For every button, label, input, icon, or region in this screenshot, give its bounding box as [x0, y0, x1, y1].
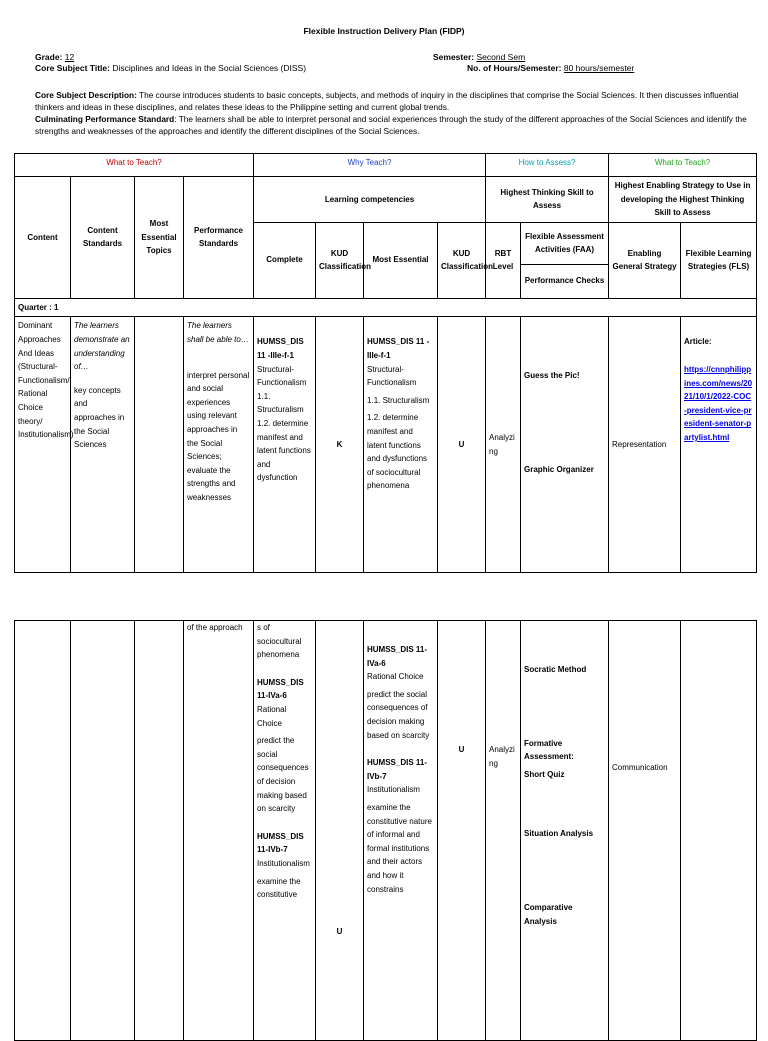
header-content: Content: [15, 177, 71, 299]
faa-guess-pic: Guess the Pic!: [524, 371, 580, 381]
comp-examine: examine the constitutive: [257, 876, 301, 900]
faa-formative: Formative Assessment:: [524, 738, 574, 762]
fidp-table-page1: [14, 153, 757, 573]
me-code-2: HUMSS_DIS 11-IVa-6: [367, 645, 428, 668]
subject-line: [35, 63, 306, 74]
cell-kud-1: K: [316, 317, 364, 573]
comp-code-3: HUMSS_DIS 11-IVb-7: [257, 831, 304, 855]
header-kud-1: KUD Classification: [316, 222, 364, 298]
me-institutionalism: Institutionalism: [367, 785, 420, 795]
header-content-standards: Content Standards: [71, 177, 135, 299]
cell-enabling-strategy: Representation: [609, 317, 681, 573]
comp-structural: Structural-Functionalism: [257, 364, 307, 388]
me-structural: Structural-Functionalism: [367, 364, 417, 388]
group-why-teach: Why Teach?: [254, 154, 486, 177]
cell-rbt: Analyzing: [486, 317, 521, 573]
faa-situation: Situation Analysis: [524, 829, 594, 839]
cps-text: : The learners shall be able to interpret personal and social experiences through the study of the different approaches of the Social Sciences and identify the strengths and weaknesses of the approaches and identify the different disciplines of the Social Sciences.: [35, 114, 747, 137]
me-predict: predict the social consequences of decision making based on scarcity: [367, 689, 430, 740]
cell-most-essential: [364, 317, 438, 573]
fls-article-label: Article:: [684, 337, 712, 347]
semester-value: Second Sem: [476, 52, 526, 62]
hours-label: No. of Hours/Semester:: [467, 63, 562, 73]
cell-complete-cont: [254, 621, 316, 1041]
cell-content-standards-cont: [71, 621, 135, 1041]
faa-short-quiz: Short Quiz: [524, 769, 565, 779]
quarter-label: Quarter : 1: [15, 298, 757, 317]
header-performance-standards: Performance Standards: [184, 177, 254, 299]
grade-value: 12: [64, 52, 75, 62]
cell-faa: [521, 317, 609, 573]
hours-line: [467, 63, 634, 74]
cell-content-standards: [71, 317, 135, 573]
faa-socratic: Socratic Method: [524, 665, 587, 674]
grade-label: Grade:: [35, 52, 63, 62]
faa-graphic-organizer: Graphic Organizer: [524, 464, 594, 474]
comp-code-2: HUMSS_DIS 11-IVa-6: [257, 677, 304, 701]
cell-performance-standards: [184, 317, 254, 573]
cps-label: Culminating Performance Standard: [35, 114, 175, 125]
header-learning-competencies: Learning competencies: [254, 177, 486, 223]
header-performance-checks: Performance Checks: [521, 264, 609, 298]
cell-kud-1-cont: U: [316, 621, 364, 1041]
cs-intro: The learners demonstrate an understanding of…: [74, 321, 130, 372]
cell-kud-2: U: [438, 317, 486, 573]
me-structuralism: 1.1. Structuralism: [367, 395, 430, 405]
header-highest-enabling: Highest Enabling Strategy to Use in developing the Highest Thinking Skill to Assess: [609, 177, 757, 223]
subject-value: Disciplines and Ideas in the Social Sciences (DISS): [112, 63, 307, 73]
fidp-table-page2: [14, 620, 757, 1041]
comp-predict: predict the social consequences of decision making based on scarcity: [257, 736, 309, 814]
ps-intro: The learners shall be able to…: [187, 321, 249, 344]
group-how-to-assess: How to Assess?: [486, 154, 609, 177]
comp-determine: 1.2. determine manifest and latent functions and dysfunction: [257, 418, 311, 483]
header-complete: Complete: [254, 222, 316, 298]
grade-line: [35, 52, 117, 63]
comp-cont-text: s of sociocultural phenomena: [257, 623, 302, 660]
header-enabling-general: Enabling General Strategy: [609, 222, 681, 298]
header-highest-thinking: Highest Thinking Skill to Assess: [486, 177, 609, 223]
cell-topics-cont: [135, 621, 184, 1041]
cell-fls-cont: [681, 621, 757, 1041]
group-what-to-teach-2: What to Teach?: [609, 154, 757, 177]
group-what-to-teach: What to Teach?: [15, 154, 254, 177]
hours-value: 80 hours/semester: [563, 63, 635, 73]
semester-label: Semester:: [433, 52, 475, 62]
me-determine: 1.2. determine manifest and latent functions and dysfunctions of sociocultural phenomena: [367, 413, 428, 491]
header-most-essential-topics: Most Essential Topics: [135, 177, 184, 299]
fls-article-link[interactable]: https://cnnphilippines.com/news/2021/10/1/2022-COC-president-vice-president-senator-partylist.html: [684, 364, 753, 442]
header-fls: Flexible Learning Strategies (FLS): [681, 222, 757, 298]
cell-kud-2-cont: U: [438, 621, 486, 1041]
cell-most-essential-topics: [135, 317, 184, 573]
me-examine: examine the constitutive nature of informal and formal institutions and their actors and how it constrains: [367, 802, 432, 894]
cell-faa-cont: [521, 621, 609, 1041]
cell-enabling-strategy-cont: Communication: [609, 621, 681, 1041]
course-description: [35, 89, 747, 137]
cell-fls: [681, 317, 757, 573]
header-rbt-level: RBT Level: [486, 222, 521, 298]
me-code-3: HUMSS_DIS 11-IVb-7: [367, 758, 428, 781]
subject-label: Core Subject Title:: [35, 63, 110, 73]
me-code: HUMSS_DIS 11 -IIIe-f-1: [367, 337, 430, 360]
header-kud-2: KUD Classification: [438, 222, 486, 298]
comp-structuralism: 1.1. Structuralism: [257, 391, 304, 415]
cell-most-essential-cont: [364, 621, 438, 1041]
comp-rational-choice: Rational Choice: [257, 704, 287, 728]
ps-text: interpret personal and social experiences using relevant approaches in the Social Sciences; evaluate the strengths and weaknesses: [187, 370, 250, 502]
comp-code: HUMSS_DIS 11 -IIIe-f-1: [257, 337, 304, 360]
cell-rbt-cont: Analyzing: [486, 621, 521, 1041]
cell-complete: [254, 317, 316, 573]
me-rational-choice: Rational Choice: [367, 672, 424, 682]
header-most-essential: Most Essential: [364, 222, 438, 298]
faa-comparative: Comparative Analysis: [524, 902, 573, 926]
document-title: Flexible Instruction Delivery Plan (FIDP): [303, 26, 465, 36]
header-faa: Flexible Assessment Activities (FAA): [521, 222, 609, 264]
description-text: The course introduces students to basic concepts, subjects, and methods of inquiry in the disciplines that comprise the Social Sciences. It then discusses influential thinkers and ideas in these disciplines, and relates these ideas to the Philippine setting and current global trends.: [35, 90, 739, 113]
cell-content: Dominant Approaches And Ideas (Structural-Functionalism/ Rational Choice theory/ Institutionalism): [15, 317, 71, 573]
semester-line: [433, 52, 525, 63]
comp-institutionalism: Institutionalism: [257, 858, 310, 868]
cs-text: key concepts and approaches in the Social Sciences: [74, 385, 125, 450]
cell-performance-standards-cont: of the approach: [184, 621, 254, 1041]
description-label: Core Subject Description:: [35, 90, 137, 100]
cell-content-cont: [15, 621, 71, 1041]
